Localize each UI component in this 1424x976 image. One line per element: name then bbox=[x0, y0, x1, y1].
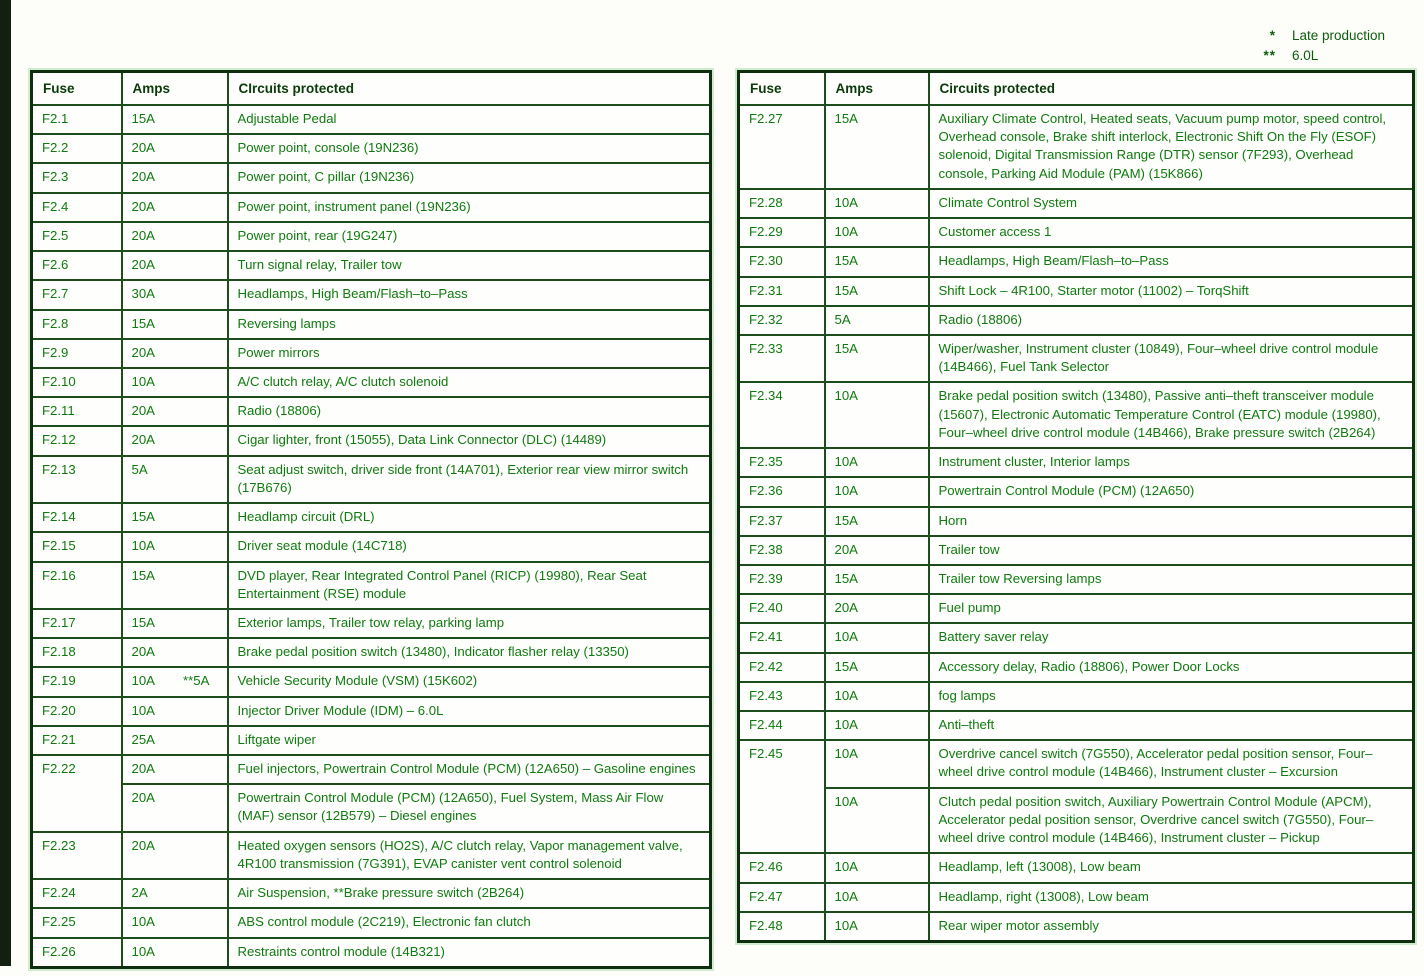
legend-row-6.0l bbox=[1250, 48, 1400, 63]
fuse-cell: F2.45 bbox=[739, 740, 825, 853]
amps-cell bbox=[825, 883, 929, 912]
amps-cell bbox=[825, 594, 929, 623]
amps-cell bbox=[825, 711, 929, 740]
table-row bbox=[739, 623, 1414, 652]
fuse-cell: F2.13 bbox=[32, 456, 122, 503]
fuse-cell: F2.15 bbox=[32, 532, 122, 561]
amps-cell bbox=[825, 623, 929, 652]
amps-value: 25A bbox=[131, 731, 155, 747]
fuse-cell: F2.22 bbox=[32, 755, 122, 832]
amps-value: 15A bbox=[834, 253, 858, 269]
fuse-cell: F2.33 bbox=[739, 335, 825, 382]
table-row bbox=[739, 218, 1414, 247]
amps-value: 20A bbox=[131, 644, 155, 660]
circuits-cell: ABS control module (2C219), Electronic fan clutch bbox=[228, 908, 711, 937]
circuits-header: CIrcuits protected bbox=[228, 72, 711, 106]
fuse-cell: F2.12 bbox=[32, 426, 122, 455]
table-row bbox=[739, 247, 1414, 276]
amps-value: 15A bbox=[131, 614, 155, 630]
circuits-cell: Headlamp circuit (DRL) bbox=[228, 503, 711, 532]
amps-value: 20A bbox=[131, 257, 155, 273]
amps-cell bbox=[122, 532, 228, 561]
table-row bbox=[32, 456, 711, 503]
table-row bbox=[739, 740, 1414, 787]
amps-cell bbox=[122, 638, 228, 667]
table-row bbox=[739, 711, 1414, 740]
circuits-cell: Turn signal relay, Trailer tow bbox=[228, 251, 711, 280]
table-row bbox=[739, 277, 1414, 306]
amps-cell bbox=[825, 382, 929, 448]
table-row bbox=[32, 397, 711, 426]
circuits-cell: Headlamp, left (13008), Low beam bbox=[929, 853, 1414, 882]
circuits-cell: DVD player, Rear Integrated Control Panel (RICP) (19980), Rear Seat Entertainment (RSE) module bbox=[228, 562, 711, 609]
fuse-cell: F2.37 bbox=[739, 507, 825, 536]
amps-value: 10A bbox=[131, 702, 155, 718]
amps-value: 15A bbox=[131, 315, 155, 331]
legend-row-late-production bbox=[1250, 28, 1400, 43]
table-row bbox=[32, 638, 711, 667]
amps-value: 15A bbox=[834, 111, 858, 126]
asterisk-symbol: * bbox=[1269, 28, 1276, 43]
amps-cell bbox=[122, 456, 228, 503]
circuits-cell: Trailer tow bbox=[929, 536, 1414, 565]
table-row bbox=[32, 105, 711, 134]
amps-value: 15A bbox=[834, 340, 858, 356]
circuits-cell: fog lamps bbox=[929, 682, 1414, 711]
amps-cell bbox=[122, 609, 228, 638]
fuse-cell: F2.32 bbox=[739, 306, 825, 335]
amps-value: 10A bbox=[834, 917, 858, 933]
amps-value: 10A bbox=[834, 194, 858, 210]
amps-value: 10A bbox=[834, 224, 858, 240]
fuse-cell: F2.46 bbox=[739, 853, 825, 882]
table-row bbox=[32, 697, 711, 726]
fuse-header: Fuse bbox=[739, 72, 825, 106]
amps-value: 20A bbox=[834, 541, 858, 557]
circuits-cell: Wiper/washer, Instrument cluster (10849), Four–wheel drive control module (14B466), Fuel Tank Selector bbox=[929, 335, 1414, 382]
table-row bbox=[32, 280, 711, 309]
amps-value: 10A bbox=[131, 673, 155, 689]
amps-value: 20A bbox=[131, 837, 155, 853]
amps-value: 20A bbox=[834, 600, 858, 616]
amps-cell bbox=[122, 105, 228, 134]
table-row bbox=[739, 382, 1414, 448]
table-row bbox=[739, 448, 1414, 477]
circuits-cell: Overdrive cancel switch (7G550), Accelerator pedal position sensor, Four–wheel drive control module (14B466), Instrument cluster – Excursion bbox=[929, 740, 1414, 787]
amps-cell bbox=[122, 562, 228, 609]
table-row bbox=[739, 653, 1414, 682]
fuse-cell: F2.30 bbox=[739, 247, 825, 276]
fuse-cell: F2.6 bbox=[32, 251, 122, 280]
circuits-cell: Adjustable Pedal bbox=[228, 105, 711, 134]
table-row bbox=[32, 832, 711, 879]
amps-value: 15A bbox=[131, 509, 155, 525]
table-row bbox=[739, 306, 1414, 335]
fuse-cell: F2.28 bbox=[739, 189, 825, 218]
table-row bbox=[739, 883, 1414, 912]
header-row bbox=[739, 72, 1414, 106]
circuits-cell: Seat adjust switch, driver side front (14A701), Exterior rear view mirror switch (17B676) bbox=[228, 456, 711, 503]
circuits-cell: Customer access 1 bbox=[929, 218, 1414, 247]
fuse-cell: F2.39 bbox=[739, 565, 825, 594]
circuits-cell: Liftgate wiper bbox=[228, 726, 711, 755]
amps-value: 20A bbox=[131, 227, 155, 243]
circuits-cell: Powertrain Control Module (PCM) (12A650), Fuel System, Mass Air Flow (MAF) sensor (12B579) – Diesel engines bbox=[228, 784, 711, 831]
amps-cell bbox=[825, 536, 929, 565]
amps-value: 10A bbox=[131, 914, 155, 930]
fuse-cell: F2.14 bbox=[32, 503, 122, 532]
table-row bbox=[32, 667, 711, 696]
table-row bbox=[32, 339, 711, 368]
circuits-cell: Rear wiper motor assembly bbox=[929, 912, 1414, 942]
circuits-cell: Vehicle Security Module (VSM) (15K602) bbox=[228, 667, 711, 696]
amps-note: **5A bbox=[182, 673, 210, 689]
amps-header: Amps bbox=[122, 72, 228, 106]
circuits-header: Circuits protected bbox=[929, 72, 1414, 106]
amps-cell bbox=[122, 426, 228, 455]
amps-value: 30A bbox=[131, 286, 155, 302]
amps-cell bbox=[122, 280, 228, 309]
fuse-cell: F2.38 bbox=[739, 536, 825, 565]
amps-cell bbox=[825, 912, 929, 942]
circuits-cell: Exterior lamps, Trailer tow relay, parking lamp bbox=[228, 609, 711, 638]
table-row bbox=[32, 503, 711, 532]
table-row bbox=[32, 310, 711, 339]
circuits-cell: Power point, instrument panel (19N236) bbox=[228, 193, 711, 222]
amps-value: 10A bbox=[131, 373, 155, 389]
fuse-cell: F2.47 bbox=[739, 883, 825, 912]
amps-value: 15A bbox=[834, 512, 858, 528]
circuits-cell: Fuel injectors, Powertrain Control Module (PCM) (12A650) – Gasoline engines bbox=[228, 755, 711, 784]
amps-cell bbox=[825, 218, 929, 247]
circuits-cell: Shift Lock – 4R100, Starter motor (11002) – TorqShift bbox=[929, 277, 1414, 306]
amps-cell bbox=[122, 163, 228, 192]
circuits-cell: Anti–theft bbox=[929, 711, 1414, 740]
table-row bbox=[739, 507, 1414, 536]
double-asterisk-symbol: ** bbox=[1263, 48, 1276, 63]
amps-cell bbox=[122, 310, 228, 339]
amps-cell bbox=[122, 784, 228, 831]
amps-cell bbox=[122, 397, 228, 426]
amps-cell bbox=[122, 938, 228, 968]
fuse-cell: F2.35 bbox=[739, 448, 825, 477]
amps-cell bbox=[122, 667, 228, 696]
amps-value: 20A bbox=[131, 198, 155, 214]
table-row bbox=[32, 193, 711, 222]
table-row bbox=[739, 912, 1414, 942]
table-row bbox=[32, 532, 711, 561]
amps-cell bbox=[825, 247, 929, 276]
amps-cell bbox=[122, 726, 228, 755]
amps-value: 20A bbox=[131, 169, 155, 185]
legend-label: 6.0L bbox=[1292, 48, 1319, 63]
circuits-cell: Horn bbox=[929, 507, 1414, 536]
table-row bbox=[32, 222, 711, 251]
circuits-cell: Instrument cluster, Interior lamps bbox=[929, 448, 1414, 477]
fuse-cell: F2.29 bbox=[739, 218, 825, 247]
amps-cell bbox=[825, 682, 929, 711]
amps-cell bbox=[122, 908, 228, 937]
circuits-cell: Heated oxygen sensors (HO2S), A/C clutch relay, Vapor management valve, 4R100 transmission (7G391), EVAP canister vent control solenoid bbox=[228, 832, 711, 879]
circuits-cell: Radio (18806) bbox=[929, 306, 1414, 335]
amps-cell bbox=[122, 368, 228, 397]
fuse-table-left bbox=[30, 70, 712, 969]
fuse-table-right bbox=[737, 70, 1415, 943]
fuse-cell: F2.1 bbox=[32, 105, 122, 134]
amps-cell bbox=[122, 755, 228, 784]
fuse-cell: F2.8 bbox=[32, 310, 122, 339]
table-row bbox=[739, 594, 1414, 623]
fuse-cell: F2.43 bbox=[739, 682, 825, 711]
amps-value: 20A bbox=[131, 790, 155, 806]
circuits-cell: Brake pedal position switch (13480), Passive anti–theft transceiver module (15607), Electronic Automatic Temperature Control (EATC) module (19980), Four–wheel drive control module (14B466), Brake pressure switch (2B264) bbox=[929, 382, 1414, 448]
fuse-cell: F2.9 bbox=[32, 339, 122, 368]
amps-value: 15A bbox=[834, 570, 858, 586]
amps-cell bbox=[122, 193, 228, 222]
circuits-cell: Headlamps, High Beam/Flash–to–Pass bbox=[228, 280, 711, 309]
fuse-cell: F2.40 bbox=[739, 594, 825, 623]
amps-cell bbox=[825, 335, 929, 382]
table-row bbox=[739, 682, 1414, 711]
circuits-cell: Driver seat module (14C718) bbox=[228, 532, 711, 561]
amps-value: 15A bbox=[834, 658, 858, 674]
table-row bbox=[739, 335, 1414, 382]
table-row bbox=[32, 609, 711, 638]
table-row bbox=[32, 251, 711, 280]
amps-value: 10A bbox=[834, 629, 858, 645]
circuits-cell: Injector Driver Module (IDM) – 6.0L bbox=[228, 697, 711, 726]
fuse-cell: F2.27 bbox=[739, 105, 825, 189]
circuits-cell: Headlamps, High Beam/Flash–to–Pass bbox=[929, 247, 1414, 276]
amps-cell bbox=[825, 448, 929, 477]
amps-cell bbox=[122, 879, 228, 908]
amps-cell bbox=[825, 788, 929, 854]
amps-cell bbox=[825, 853, 929, 882]
fuse-cell: F2.23 bbox=[32, 832, 122, 879]
fuse-cell: F2.34 bbox=[739, 382, 825, 448]
fuse-header: Fuse bbox=[32, 72, 122, 106]
amps-cell bbox=[825, 306, 929, 335]
amps-value: 5A bbox=[131, 461, 148, 477]
fuse-cell: F2.4 bbox=[32, 193, 122, 222]
fuse-cell: F2.25 bbox=[32, 908, 122, 937]
fuse-cell: F2.18 bbox=[32, 638, 122, 667]
circuits-cell: Headlamp, right (13008), Low beam bbox=[929, 883, 1414, 912]
fuse-cell: F2.2 bbox=[32, 134, 122, 163]
table-row bbox=[32, 784, 711, 831]
amps-value: 10A bbox=[834, 888, 858, 904]
circuits-cell: Radio (18806) bbox=[228, 397, 711, 426]
amps-cell bbox=[122, 503, 228, 532]
amps-cell bbox=[122, 832, 228, 879]
amps-value: 2A bbox=[131, 885, 148, 901]
amps-value: 15A bbox=[131, 567, 155, 583]
fuse-cell: F2.20 bbox=[32, 697, 122, 726]
amps-value: 20A bbox=[131, 403, 155, 419]
circuits-cell: Fuel pump bbox=[929, 594, 1414, 623]
amps-value: 20A bbox=[131, 761, 155, 777]
circuits-cell: Reversing lamps bbox=[228, 310, 711, 339]
fuse-cell: F2.48 bbox=[739, 912, 825, 942]
fuse-cell: F2.5 bbox=[32, 222, 122, 251]
table-row bbox=[739, 536, 1414, 565]
circuits-cell: Climate Control System bbox=[929, 189, 1414, 218]
circuits-cell: Power point, rear (19G247) bbox=[228, 222, 711, 251]
fuse-cell: F2.24 bbox=[32, 879, 122, 908]
circuits-cell: Power point, C pillar (19N236) bbox=[228, 163, 711, 192]
table-row bbox=[32, 726, 711, 755]
amps-value: 10A bbox=[834, 483, 858, 499]
amps-cell bbox=[122, 697, 228, 726]
amps-value: 10A bbox=[834, 859, 858, 875]
circuits-cell: Accessory delay, Radio (18806), Power Door Locks bbox=[929, 653, 1414, 682]
amps-value: 15A bbox=[834, 282, 858, 298]
table-row bbox=[32, 134, 711, 163]
circuits-cell: Auxiliary Climate Control, Heated seats, Vacuum pump motor, speed control, Overhead console, Brake shift interlock, Electronic Shift On the Fly (ESOF) solenoid, Digital Transmission Range (DTR) sensor (7F293), Overhead console, Parking Aid Module (PAM) (15K866) bbox=[929, 105, 1414, 189]
table-row bbox=[32, 163, 711, 192]
table-row bbox=[739, 788, 1414, 854]
amps-cell bbox=[825, 277, 929, 306]
legend-label: Late production bbox=[1292, 28, 1386, 43]
table-row bbox=[739, 477, 1414, 506]
amps-cell bbox=[122, 339, 228, 368]
circuits-cell: Power mirrors bbox=[228, 339, 711, 368]
fuse-cell: F2.11 bbox=[32, 397, 122, 426]
circuits-cell: Power point, console (19N236) bbox=[228, 134, 711, 163]
circuits-cell: Restraints control module (14B321) bbox=[228, 938, 711, 968]
amps-value: 20A bbox=[131, 344, 155, 360]
amps-value: 5A bbox=[834, 311, 851, 327]
amps-value: 10A bbox=[834, 454, 858, 470]
table-row bbox=[32, 938, 711, 968]
amps-cell bbox=[825, 740, 929, 787]
footnote-legend bbox=[1250, 28, 1400, 68]
fuse-cell: F2.16 bbox=[32, 562, 122, 609]
header-row bbox=[32, 72, 711, 106]
amps-cell bbox=[122, 251, 228, 280]
amps-value: 10A bbox=[834, 687, 858, 703]
table-row bbox=[32, 879, 711, 908]
table-row bbox=[32, 562, 711, 609]
circuits-cell: A/C clutch relay, A/C clutch solenoid bbox=[228, 368, 711, 397]
fuse-cell: F2.36 bbox=[739, 477, 825, 506]
circuits-cell: Battery saver relay bbox=[929, 623, 1414, 652]
table-row bbox=[739, 105, 1414, 189]
table-row bbox=[32, 426, 711, 455]
table-row bbox=[32, 908, 711, 937]
fuse-cell: F2.26 bbox=[32, 938, 122, 968]
circuits-cell: Powertrain Control Module (PCM) (12A650) bbox=[929, 477, 1414, 506]
table-row bbox=[739, 189, 1414, 218]
table-row bbox=[32, 755, 711, 784]
circuits-cell: Air Suspension, **Brake pressure switch (2B264) bbox=[228, 879, 711, 908]
amps-cell bbox=[825, 105, 929, 189]
amps-value: 10A bbox=[131, 538, 155, 554]
amps-cell bbox=[825, 477, 929, 506]
fuse-cell: F2.10 bbox=[32, 368, 122, 397]
amps-value: 15A bbox=[131, 111, 155, 126]
table-row bbox=[739, 565, 1414, 594]
fuse-cell: F2.19 bbox=[32, 667, 122, 696]
amps-value: 10A bbox=[834, 388, 858, 404]
amps-value: 10A bbox=[131, 943, 155, 959]
fuse-cell: F2.7 bbox=[32, 280, 122, 309]
amps-value: 20A bbox=[131, 432, 155, 448]
amps-cell bbox=[825, 565, 929, 594]
fuse-cell: F2.31 bbox=[739, 277, 825, 306]
amps-cell bbox=[122, 134, 228, 163]
amps-value: 10A bbox=[834, 746, 858, 762]
amps-value: 10A bbox=[834, 717, 858, 733]
circuits-cell: Brake pedal position switch (13480), Indicator flasher relay (13350) bbox=[228, 638, 711, 667]
fuse-cell: F2.41 bbox=[739, 623, 825, 652]
amps-value: 20A bbox=[131, 140, 155, 156]
amps-value: 10A bbox=[834, 793, 858, 809]
amps-cell bbox=[825, 507, 929, 536]
table-row bbox=[739, 853, 1414, 882]
circuits-cell: Cigar lighter, front (15055), Data Link Connector (DLC) (14489) bbox=[228, 426, 711, 455]
amps-header: Amps bbox=[825, 72, 929, 106]
amps-cell bbox=[122, 222, 228, 251]
circuits-cell: Clutch pedal position switch, Auxiliary Powertrain Control Module (APCM), Accelerator pedal position sensor, Overdrive cancel switch (7G550), Four–wheel drive control module (14B466), Instrument cluster – Pickup bbox=[929, 788, 1414, 854]
fuse-cell: F2.44 bbox=[739, 711, 825, 740]
fuse-cell: F2.17 bbox=[32, 609, 122, 638]
circuits-cell: Trailer tow Reversing lamps bbox=[929, 565, 1414, 594]
amps-cell bbox=[825, 189, 929, 218]
amps-cell bbox=[825, 653, 929, 682]
left-black-bar bbox=[0, 0, 11, 966]
table-row bbox=[32, 368, 711, 397]
fuse-cell: F2.3 bbox=[32, 163, 122, 192]
fuse-cell: F2.21 bbox=[32, 726, 122, 755]
fuse-cell: F2.42 bbox=[739, 653, 825, 682]
